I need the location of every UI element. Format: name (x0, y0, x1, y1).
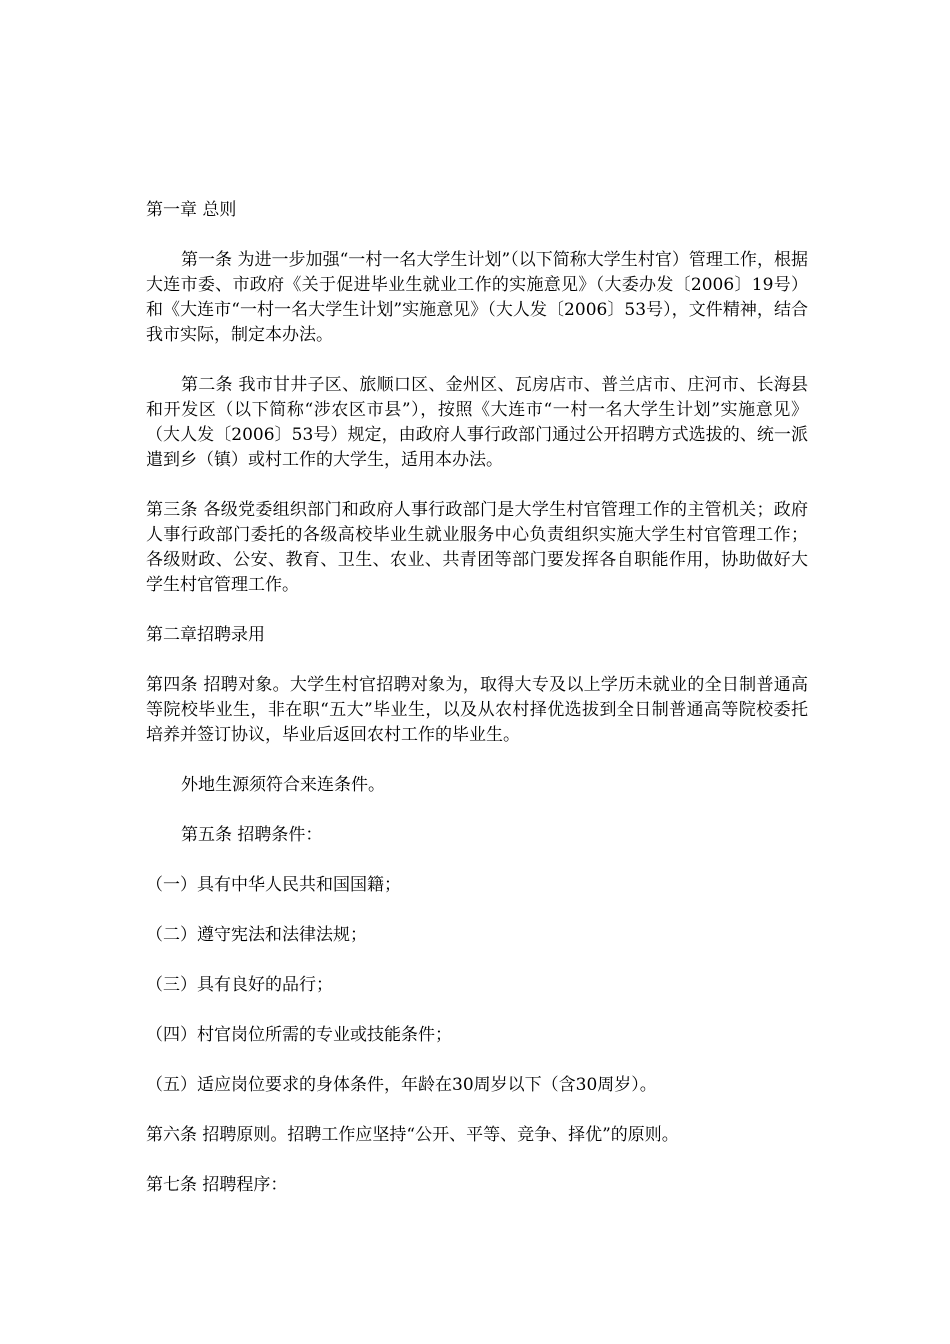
article-paragraph: 第五条 招聘条件： (181, 825, 323, 845)
chapter-heading: 第一章 总则 (146, 200, 237, 220)
list-item: （一）具有中华人民共和国国籍； (146, 875, 401, 895)
list-item: （二）遵守宪法和法律法规； (146, 925, 367, 945)
document-body (146, 198, 808, 1223)
article-paragraph: 第六条 招聘原则。招聘工作应坚持“公开、平等、竞争、择优”的原则。 (146, 1125, 679, 1145)
article-paragraph: 外地生源须符合来连条件。 (181, 775, 385, 795)
list-item: （三）具有良好的品行； (146, 975, 333, 995)
article-paragraph: 第二条 我市甘井子区、旅顺口区、金州区、瓦房店市、普兰店市、庄河市、长海县和开发区（以下简称“涉农区市县”），按照《大连市“一村一名大学生计划”实施意见》（大人发〔2006〕53号）规定，由政府人事行政部门通过公开招聘方式选拔的、统一派遣到乡（镇）或村工作的大学生，适用本办法。 (146, 375, 808, 470)
article-paragraph: 第三条 各级党委组织部门和政府人事行政部门是大学生村官管理工作的主管机关；政府人事行政部门委托的各级高校毕业生就业服务中心负责组织实施大学生村官管理工作；各级财政、公安、教育、卫生、农业、共青团等部门要发挥各自职能作用，协助做好大学生村官管理工作。 (146, 500, 808, 595)
list-item: （四）村官岗位所需的专业或技能条件； (146, 1025, 452, 1045)
article-paragraph: 第四条 招聘对象。大学生村官招聘对象为，取得大专及以上学历未就业的全日制普通高等院校毕业生，非在职“五大”毕业生，以及从农村择优选拔到全日制普通高等院校委托培养并签订协议，毕业后返回农村工作的毕业生。 (146, 675, 808, 745)
article-paragraph: 第七条 招聘程序： (146, 1175, 288, 1195)
list-item: （五）适应岗位要求的身体条件，年龄在30周岁以下（含30周岁）。 (146, 1075, 657, 1095)
article-paragraph: 第一条 为进一步加强“一村一名大学生计划”（以下简称大学生村官）管理工作，根据大连市委、市政府《关于促进毕业生就业工作的实施意见》（大委办发〔2006〕19号）和《大连市“一村一名大学生计划”实施意见》（大人发〔2006〕53号），文件精神，结合我市实际，制定本办法。 (146, 250, 808, 345)
chapter-heading: 第二章招聘录用 (146, 625, 265, 645)
